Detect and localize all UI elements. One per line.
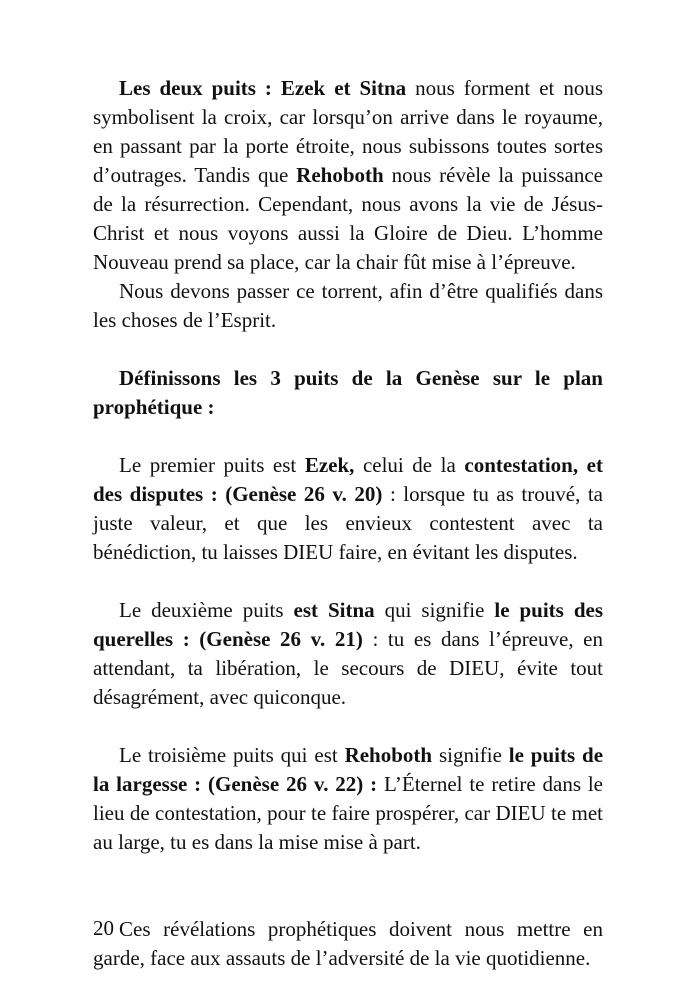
page-body xyxy=(93,74,603,973)
text-run: signifie xyxy=(432,743,509,767)
text-run: L’Éternel te retire dans le lieu de contestation, pour te faire prospérer, car DIEU te met au large, tu es dans la mise mise à part. xyxy=(93,772,603,854)
page-number: 20 xyxy=(93,916,114,940)
text-run: Le premier puits est xyxy=(119,453,305,477)
text-run: nous forment et nous symbolisent la croix, car lorsqu’on arrive dans le royaume, en passant par la porte étroite, nous subissons toutes sortes d’outrages. Tandis que xyxy=(93,76,604,187)
paragraph-two-wells xyxy=(93,74,603,277)
bold-run: Les deux puits : xyxy=(119,76,272,100)
bold-run: le puits de la largesse : (Genèse 26 v. 22) : xyxy=(93,743,604,796)
bold-run: Rehoboth xyxy=(296,163,384,187)
text-run: Nous devons passer ce torrent, afin d’être qualifiés dans les choses de l’Esprit. xyxy=(93,279,603,332)
bold-run: Ezek et Sitna xyxy=(280,76,407,100)
text-run: : lorsque tu as trouvé, ta juste valeur, et que les envieux contestent avec ta bénédiction, tu laisses DIEU faire, en évitant les disputes. xyxy=(93,482,603,564)
bold-run: Ezek, xyxy=(304,453,355,477)
text-run: : tu es dans l’épreuve, en attendant, ta libération, le secours de DIEU, évite tout désagrément, avec quiconque. xyxy=(93,627,603,709)
paragraph-revelations xyxy=(93,915,603,973)
paragraph-second-well xyxy=(93,596,603,712)
bold-run: contestation, et des disputes : (Genèse 26 v. 20) xyxy=(93,453,603,506)
bold-run: est Sitna xyxy=(293,598,375,622)
paragraph-first-well xyxy=(93,451,603,567)
text-run: qui signifie xyxy=(374,598,495,622)
text-run: nous révèle la puissance de la résurrection. Cependant, nous avons la vie de Jésus-Christ et nous voyons aussi la Gloire de Dieu. L’homme Nouveau prend sa place, car la chair fût mise à l’épreuve. xyxy=(93,163,603,274)
text-run: celui de la xyxy=(354,453,465,477)
text-run: Ces révélations prophétiques doivent nous mettre en garde, face aux assauts de l’adversité de la vie quotidienne. xyxy=(93,917,603,970)
text-run xyxy=(272,76,281,100)
bold-run: Définissons les 3 puits de la Genèse sur le plan prophétique : xyxy=(93,366,603,419)
bold-run: le puits des querelles : (Genèse 26 v. 21) xyxy=(93,598,603,651)
heading-three-wells xyxy=(93,364,603,422)
text-run: Le deuxième puits xyxy=(119,598,294,622)
bold-run: Rehoboth xyxy=(344,743,433,767)
paragraph-third-well xyxy=(93,741,603,857)
text-run: Le troisième puits qui est xyxy=(119,743,345,767)
paragraph-torrent xyxy=(93,277,603,335)
